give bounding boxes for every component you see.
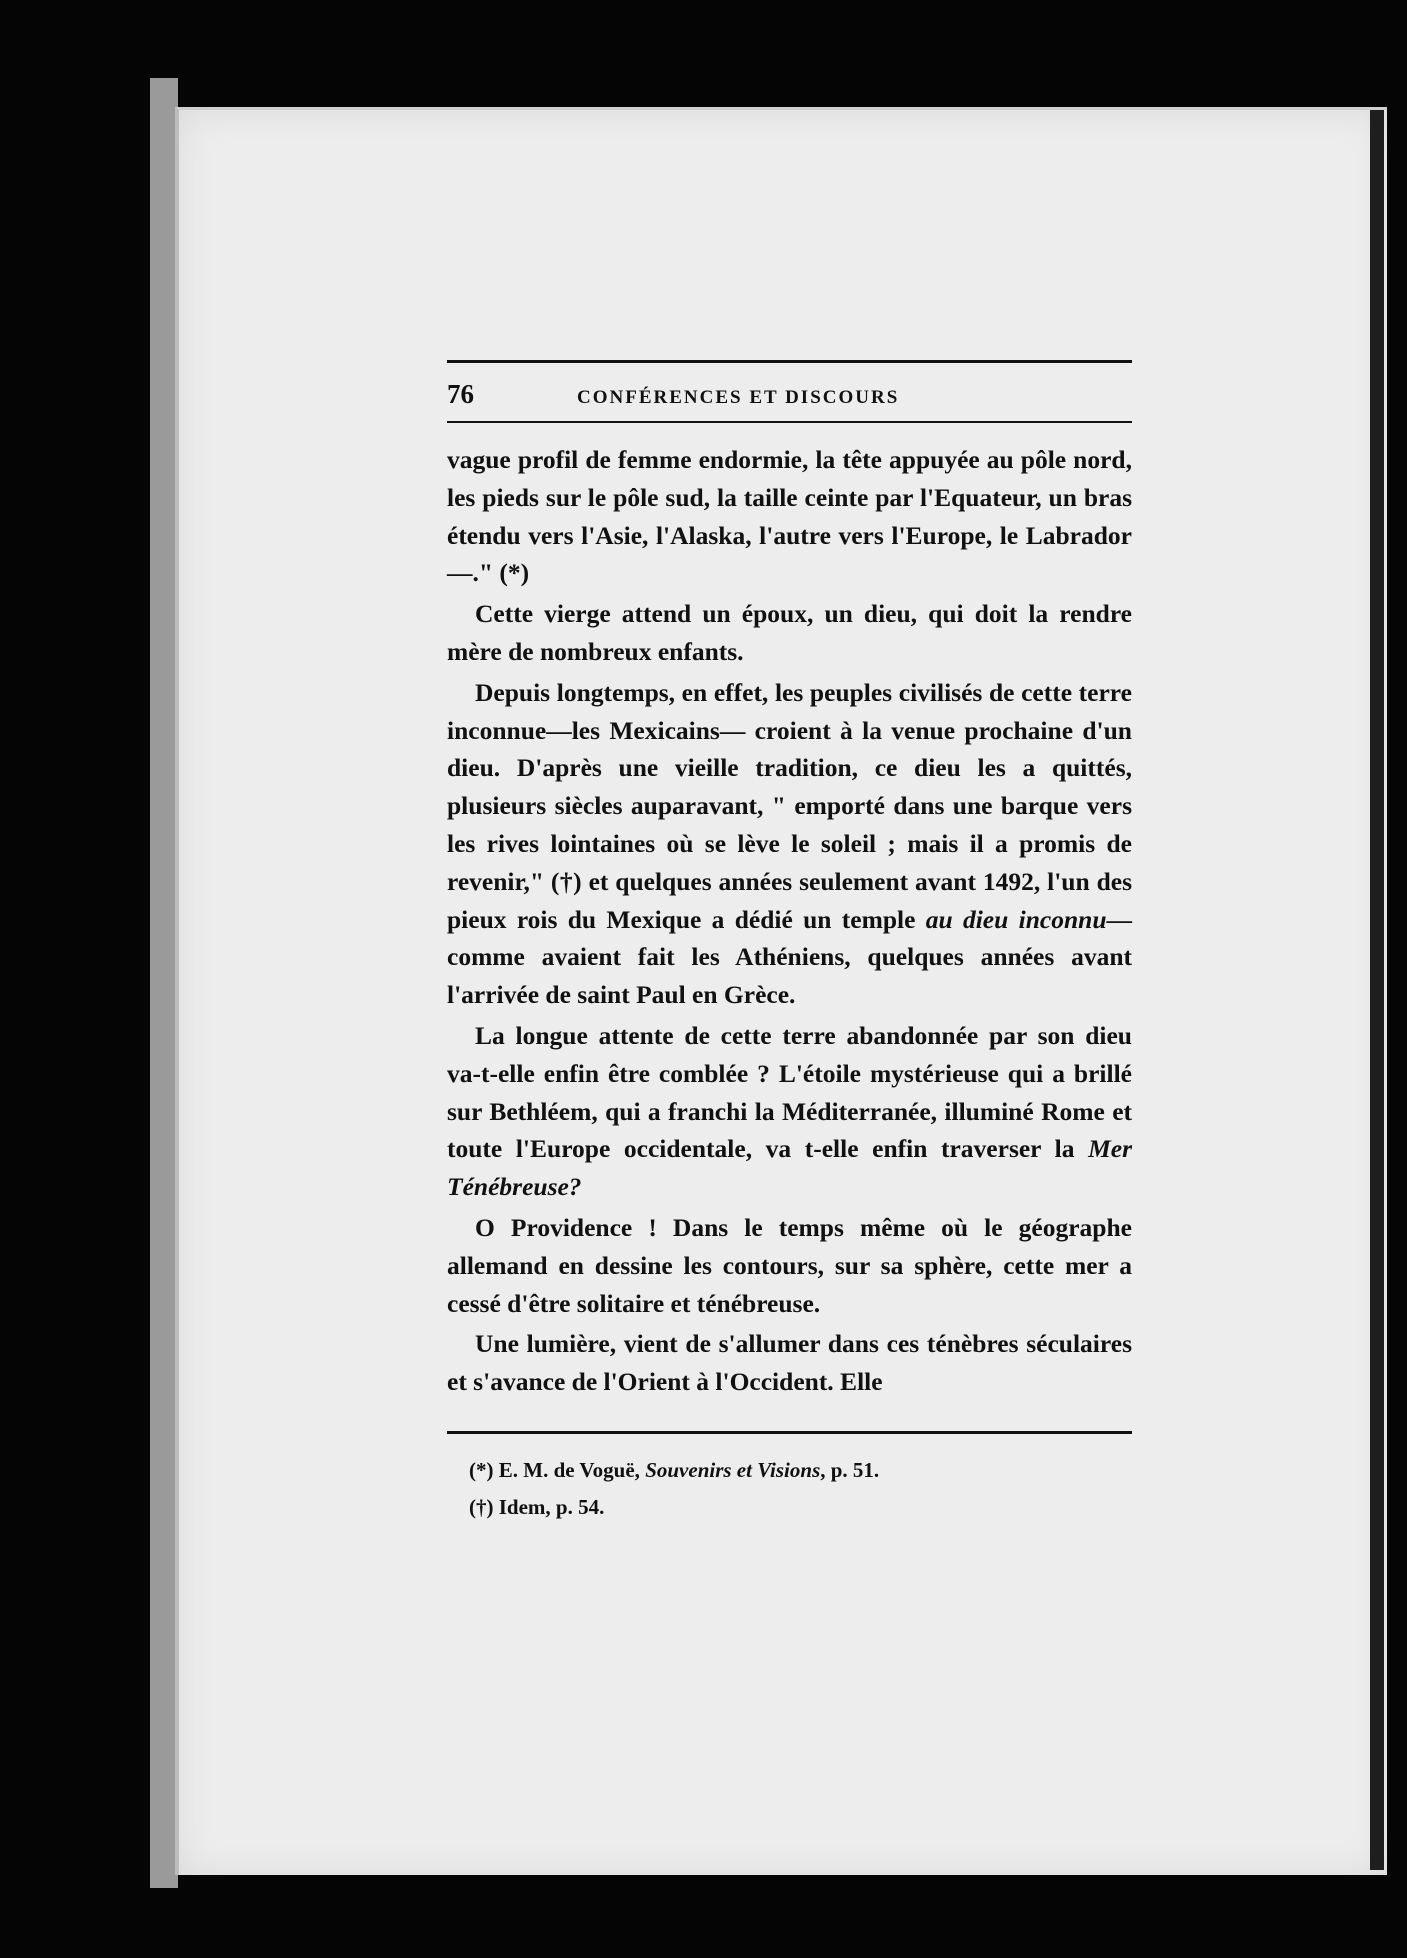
text-segment: O Providence ! Dans le temps même où le géographe allemand en dessine les contours, sur sa sphère, cette mer a cessé d'être solitaire et ténébreuse. — [447, 1212, 1132, 1318]
body-text — [447, 441, 1132, 1401]
text-segment: , p. 51. — [820, 1457, 880, 1482]
footnote — [447, 1489, 1132, 1526]
text-segment: La longue attente de cette terre abandonnée par son dieu va-t-elle enfin être comblée ? L'étoile mystérieuse qui a brillé sur Bethléem, qui a franchi la Méditerranée, illuminé Rome et toute l'Europe occidentale, va t-elle enfin traverser la — [447, 1020, 1132, 1164]
paragraph — [447, 1209, 1132, 1322]
text-segment: Depuis longtemps, en effet, les peuples civilisés de cette terre inconnue—les Mexicains— croient à la venue prochaine d'un dieu. D'après une vieille tradition, ce dieu les a quittés, plusieurs siècles auparavant, " emporté dans une barque vers les rives lointaines où se lève le soleil ; mais il a promis de revenir," (†) et quelques années seulement avant 1492, l'un des pieux rois du Mexique a dédié un temple — [447, 677, 1132, 934]
book-spine-shadow — [1370, 110, 1384, 1870]
text-segment: (*) E. M. de Voguë, — [469, 1457, 646, 1482]
text-segment: Une lumière, vient de s'allumer dans ces ténèbres séculaires et s'avance de l'Orient à l'Occident. Elle — [447, 1329, 1132, 1397]
page-content — [447, 360, 1132, 1526]
paragraph — [447, 595, 1132, 671]
paragraph — [447, 1325, 1132, 1401]
footnotes — [447, 1452, 1132, 1526]
page-number: 76 — [447, 379, 474, 409]
footnote — [447, 1452, 1132, 1489]
italic-text: au dieu inconnu — [925, 904, 1107, 934]
running-title: CONFÉRENCES ET DISCOURS — [577, 387, 900, 408]
page-stack-edge — [150, 78, 178, 1888]
running-header — [447, 379, 1132, 413]
paragraph — [447, 674, 1132, 1014]
text-segment: Cette vierge attend un époux, un dieu, qui doit la rendre mère de nombreux enfants. — [447, 599, 1132, 666]
text-segment: (†) Idem, p. 54. — [469, 1494, 605, 1519]
paragraph — [447, 441, 1132, 592]
italic-text: Mer Ténébreuse? — [447, 1134, 1132, 1202]
text-segment: —comme avaient fait les Athéniens, quelques années avant l'arrivée de saint Paul en Grèce. — [447, 904, 1133, 1010]
footnote-rule — [447, 1431, 1132, 1434]
paragraph — [447, 1017, 1132, 1206]
text-segment: vague profil de femme endormie, la tête appuyée au pôle nord, les pieds sur le pôle sud, la taille ceinte par l'Equateur, un bras étendu vers l'Asie, l'Alaska, l'autre vers l'Europe, le Labrador—." (*) — [447, 445, 1132, 588]
header-top-rule — [447, 360, 1132, 363]
italic-text: Souvenirs et Visions — [645, 1457, 821, 1482]
header-bottom-rule — [447, 421, 1132, 423]
